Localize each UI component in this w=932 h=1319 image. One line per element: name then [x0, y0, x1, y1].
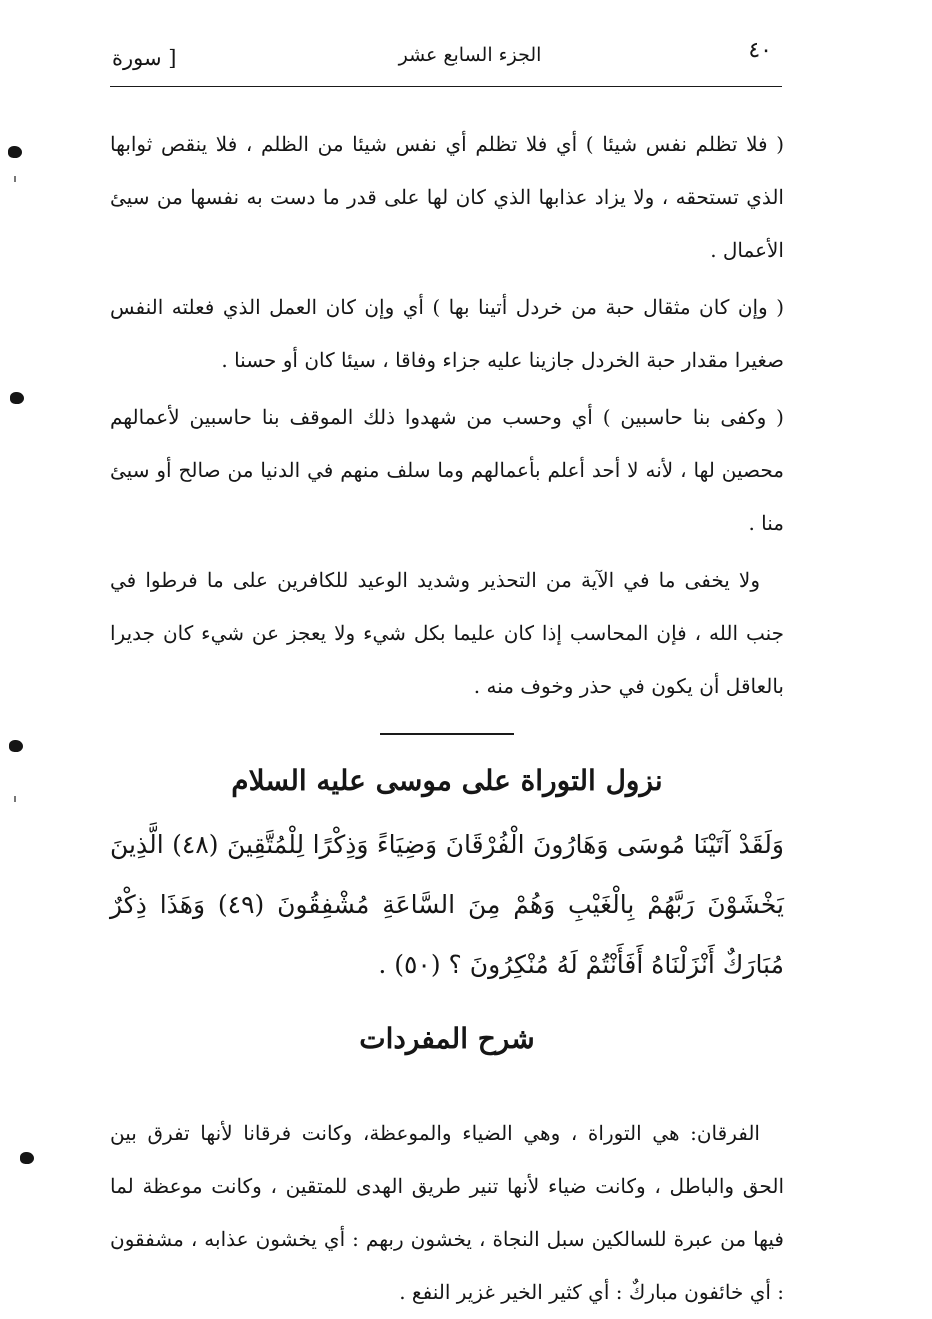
scan-speck [14, 796, 16, 802]
scan-mark [10, 392, 24, 404]
scan-mark [9, 740, 23, 752]
vocabulary-title: شرح المفردات [359, 1022, 535, 1055]
quran-verses: وَلَقَدْ آتَيْنَا مُوسَى وَهَارُونَ الْفُرْقَانَ وَضِيَاءً وَذِكْرًا لِلْمُتَّقِينَ (٤٨) الَّذِينَ يَخْشَوْنَ رَبَّهُمْ بِالْغَيْبِ وَهُمْ مِنَ السَّاعَةِ مُشْفِقُونَ (٤٩) وَهَذَا ذِكْرٌ مُبَارَكٌ أَنْزَلْنَاهُ أَفَأَنْتُمْ لَهُ مُنْكِرُونَ ؟ (٥٠) . [110, 830, 784, 979]
header-rule [110, 86, 782, 87]
surah-label: [ سورة [112, 46, 177, 70]
scan-mark [8, 146, 22, 158]
page-number: ٤٠ [748, 38, 772, 63]
page-body [110, 118, 784, 1319]
paragraph-3: ( وكفى بنا حاسبين ) أي وحسب من شهدوا ذلك الموقف بنا حاسبين لأعمالهم محصين لها ، لأنه لا أحد أعلم بأعمالهم وما سلف منهم في الدنيا من صالح أو سيئ منا . [110, 405, 784, 535]
scan-speck [14, 176, 16, 182]
running-head: الجزء السابع عشر [398, 44, 542, 66]
section-divider [380, 733, 514, 735]
vocabulary-text: الفرقان: هي التوراة ، وهي الضياء والموعظة، وكانت فرقانا لأنها تفرق بين الحق والباطل ، وكانت ضياء لأنها تنير طريق الهدى للمتقين ، وكانت موعظة لما فيها من عبرة للسالكين سبل النجاة ، يخشون ربهم : أي يخشون عذابه ، مشفقون : أي خائفون مباركٌ : أي كثير الخير غزير النفع . [110, 1121, 784, 1304]
paragraph-2: ( وإن كان مثقال حبة من خردل أتينا بها ) أي وإن كان العمل الذي فعلته النفس صغيرا مقدار حبة الخردل جازينا عليه جزاء وفاقا ، سيئا كان أو حسنا . [110, 295, 784, 372]
paragraph-4: ولا يخفى ما في الآية من التحذير وشديد الوعيد للكافرين على ما فرطوا في جنب الله ، فإن المحاسب إذا كان عليما بكل شيء ولا يعجز عن شيء كان جديرا بالعاقل أن يكون في حذر وخوف منه . [110, 568, 784, 698]
section-title: نزول التوراة على موسى عليه السلام [231, 764, 663, 797]
paragraph-1: ( فلا تظلم نفس شيئا ) أي فلا تظلم أي نفس شيئا من الظلم ، فلا ينقص ثوابها الذي تستحقه ، ولا يزاد عذابها الذي كان لها على قدر ما دست به نفسها من سيئ الأعمال . [110, 132, 784, 262]
scan-mark [20, 1152, 34, 1164]
